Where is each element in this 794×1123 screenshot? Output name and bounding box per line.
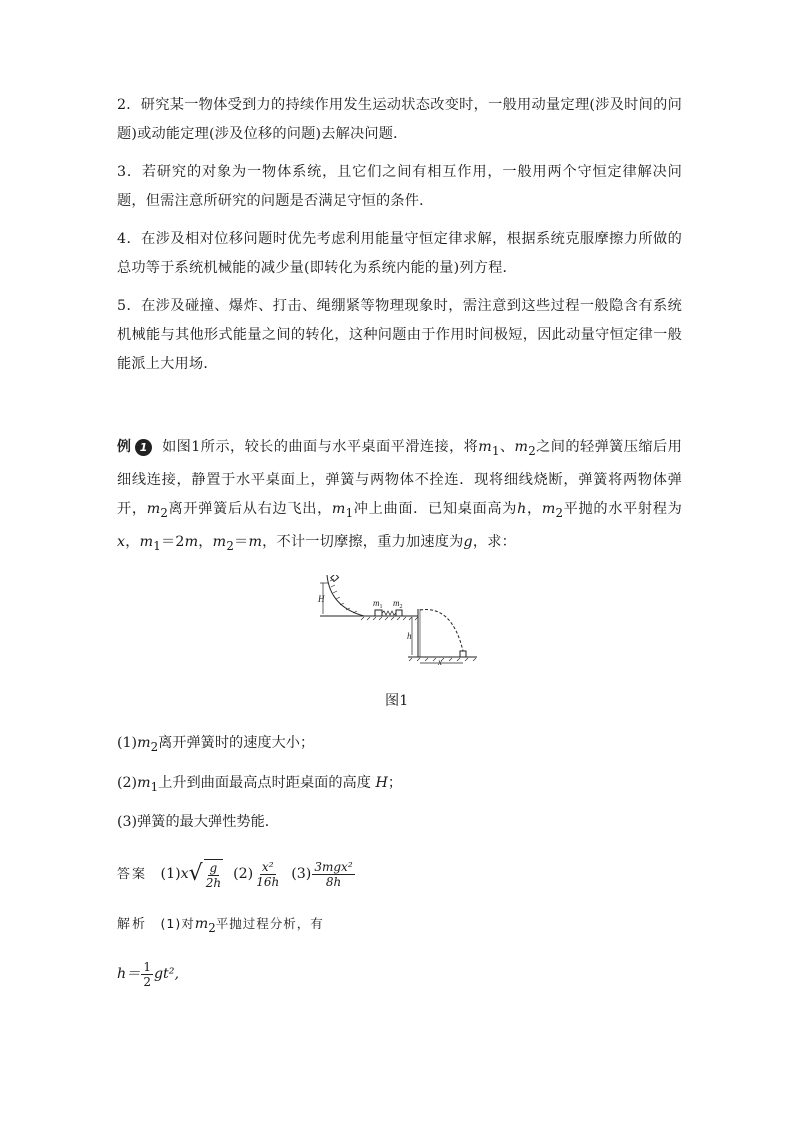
var-x: x: [117, 533, 126, 550]
example-text: ＝2: [160, 533, 185, 550]
q-num: (2): [117, 775, 138, 791]
spring: [382, 611, 396, 615]
figure-1: [312, 575, 487, 665]
sub: 1: [491, 443, 500, 458]
analysis-line: [117, 914, 324, 938]
var-m: m: [478, 439, 492, 455]
frac-num: 1: [143, 959, 151, 974]
question-2: [117, 773, 402, 797]
var-g: g: [463, 533, 473, 550]
var-H: H: [375, 775, 388, 791]
example-label: 例: [117, 439, 132, 455]
example-text: 之间的轻弹簧压缩后用细线连接，静置于水平桌面上，弹簧与两物体不拴连．现将细线烧断，弹簧将两物体弹开，: [117, 439, 683, 517]
eq-lhs: h＝: [117, 966, 141, 982]
eq-frac: [141, 961, 153, 988]
var-m: m: [184, 533, 199, 550]
block-m2: [396, 610, 402, 616]
example-text: 离开弹簧后从右边飞出，: [168, 500, 332, 517]
point-4: 4．在涉及相对位移问题时优先考虑利用能量守恒定律求解，根据系统克服摩擦力所做的总功等于系统机械能的减少量(即转化为系统内能的量)列方程．: [117, 231, 682, 276]
frac-num: 3mgx²: [314, 859, 353, 874]
label-x: x: [438, 657, 442, 665]
q-num: (1): [117, 735, 138, 751]
sub: 2: [528, 443, 536, 458]
var-m: m: [331, 500, 346, 517]
sep: ，: [125, 533, 140, 550]
example-text: ＝: [234, 533, 249, 550]
sqrt-sign: √: [188, 861, 203, 886]
example-text: 冲上曲面．已知桌面高为: [353, 500, 518, 517]
sub: 2: [555, 505, 564, 520]
frac-den: 2: [143, 974, 151, 989]
q-text: 上升到曲面最高点时距桌面的高度: [158, 775, 371, 791]
analysis-text: (1)对: [160, 916, 195, 931]
example-text: ，不计一切摩擦，重力加速度为: [262, 533, 464, 550]
sub: 1: [153, 538, 161, 553]
var-m: m: [137, 775, 151, 791]
frac-den: 2h: [205, 876, 222, 890]
sub: 2: [160, 505, 169, 520]
sep: ，: [526, 500, 542, 517]
sep: ，: [198, 533, 213, 550]
example-text: ，求：: [472, 533, 516, 550]
frac-den: 16h: [256, 874, 280, 889]
var-m: m: [139, 533, 154, 550]
curved-surface: [327, 575, 364, 616]
frac-num: x²: [261, 859, 274, 874]
block-m1: [375, 610, 382, 616]
label-h: h: [407, 631, 412, 641]
block-top: [331, 575, 339, 581]
label-H: H: [318, 594, 325, 604]
frac-num: g: [209, 861, 218, 875]
point-5: 5．在涉及碰撞、爆炸、打击、绳绷紧等物理现象时，需注意到这些过程一般隐含有系统机械能与其他形式能量之间的转化，这种问题由于作用时间极短，因此动量守恒定律一般能派上大用场．: [117, 298, 682, 372]
figure-caption: 图1: [385, 693, 409, 709]
example-text: 如图1所示，较长的曲面与水平桌面平滑连接，将: [162, 439, 479, 455]
label-m1: $m_1$: [373, 598, 383, 610]
answer-line: [117, 856, 356, 893]
question-3: (3)弹簧的最大弹性势能．: [117, 814, 279, 830]
label-m2: $m_2$: [393, 598, 403, 610]
var-h: h: [517, 500, 527, 517]
analysis-label: 解析: [117, 917, 148, 932]
var-m: m: [146, 500, 161, 517]
example-number: 1: [135, 439, 152, 456]
var-m: m: [212, 533, 227, 550]
example-text: 平抛的水平射程为: [563, 500, 683, 517]
answer-2-num: (2): [233, 866, 254, 882]
q-text: ；: [387, 775, 403, 791]
point-3: 3．若研究的对象为一物体系统，且它们之间有相互作用，一般用两个守恒定律解决问题，但需注意所研究的问题是否满足守恒的条件．: [117, 164, 682, 209]
answer-3-num: (3): [291, 866, 312, 882]
point-2: 2．研究某一物体受到力的持续作用发生运动状态改变时，一般用动量定理(涉及时间的问题)或动能定理(涉及位移的问题)去解决问题．: [117, 97, 682, 142]
example-badge: [117, 433, 152, 462]
trajectory: [420, 610, 463, 651]
frac-den: 8h: [325, 874, 342, 889]
block-landing: [460, 651, 466, 657]
answer-3-frac: [312, 861, 354, 888]
var-m: m: [194, 916, 209, 932]
equation-1: [117, 956, 179, 992]
q-text: 离开弹簧时的速度大小；: [158, 735, 315, 751]
sub: 1: [150, 779, 159, 794]
var-m: m: [514, 439, 529, 455]
var-m: m: [137, 735, 151, 751]
var-m: m: [541, 500, 556, 517]
sub: 2: [150, 739, 159, 754]
sep: 、: [499, 439, 515, 455]
sub: 2: [226, 538, 235, 553]
question-1: [117, 733, 314, 757]
answer-1-frac: [204, 859, 223, 889]
analysis-text: 平抛过程分析，有: [215, 916, 324, 931]
answer-1-num: (1): [160, 866, 181, 882]
sub: 1: [345, 505, 354, 520]
eq-rhs: gt²,: [153, 966, 179, 982]
answer-2-frac: [254, 861, 281, 888]
sub: 2: [208, 920, 216, 935]
var-x: x: [180, 866, 189, 882]
var-m: m: [248, 533, 263, 550]
answer-label: 答案: [117, 867, 148, 882]
example-1-stem: [117, 433, 682, 560]
